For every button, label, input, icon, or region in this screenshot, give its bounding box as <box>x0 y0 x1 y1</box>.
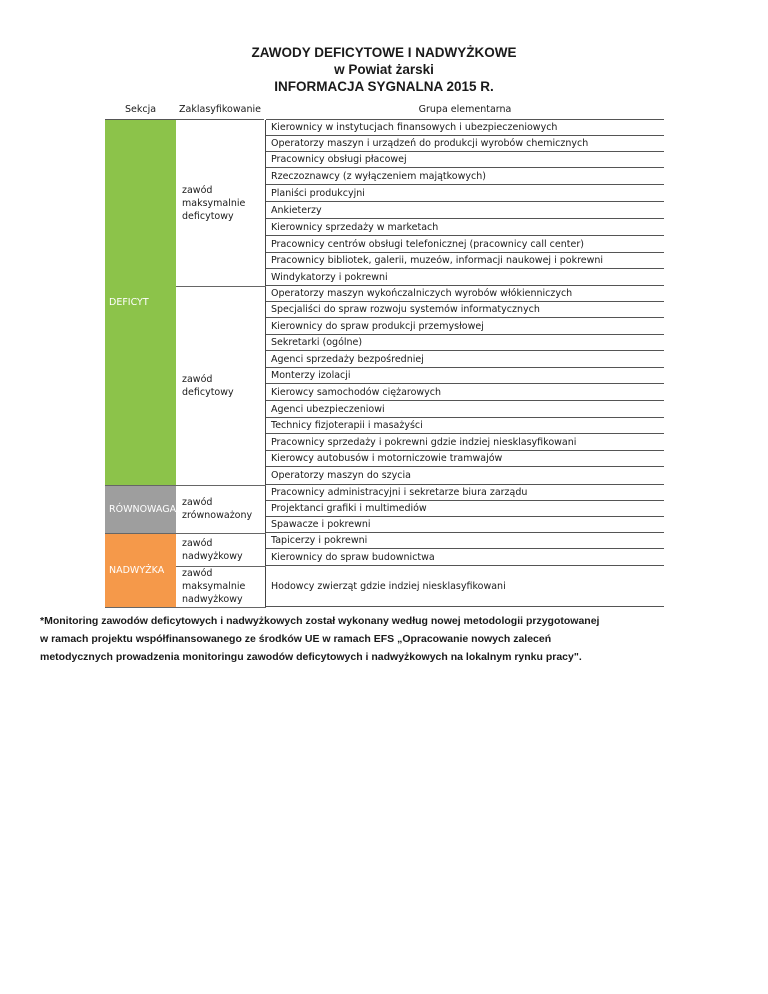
class-maksymalnie-nadwyzkowy: zawód maksymalnie nadwyżkowy <box>182 568 246 605</box>
group-row: Kierownicy do spraw produkcji przemysłowej <box>266 318 664 335</box>
class-maksymalnie-deficytowy: zawód maksymalnie deficytowy <box>182 184 246 222</box>
group-row: Windykatorzy i pokrewni <box>266 269 664 286</box>
group-row: Hodowcy zwierząt gdzie indziej niesklasyfikowani <box>266 566 664 607</box>
group-row: Technicy fizjoterapii i masażyści <box>266 418 664 434</box>
document-title <box>0 44 768 95</box>
group-row: Kierowcy samochodów ciężarowych <box>266 384 664 401</box>
group-row: Pracownicy bibliotek, galerii, muzeów, informacji naukowej i pokrewni <box>266 253 664 269</box>
footnote <box>40 612 740 666</box>
group-row: Kierownicy do spraw budownictwa <box>266 549 664 566</box>
group-row: Pracownicy administracyjni i sekretarze biura zarządu <box>266 485 664 501</box>
group-row: Operatorzy maszyn wykończalniczych wyrobów włókienniczych <box>266 286 664 302</box>
group-row: Agenci ubezpieczeniowi <box>266 401 664 418</box>
group-row: Rzeczoznawcy (z wyłączeniem majątkowych) <box>266 168 664 185</box>
group-row: Monterzy izolacji <box>266 368 664 384</box>
title-line-1: ZAWODY DEFICYTOWE I NADWYŻKOWE <box>251 45 517 60</box>
group-row: Sekretarki (ogólne) <box>266 335 664 351</box>
header-grupa: Grupa elementarna <box>266 100 664 120</box>
group-row: Pracownicy sprzedaży i pokrewni gdzie indziej niesklasyfikowani <box>266 434 664 451</box>
section-nadwyzka: NADWYŻKA <box>105 533 176 607</box>
footnote-line-2: w ramach projektu współfinansowanego ze środków UE w ramach EFS „Opracowanie nowych zaleceń <box>40 633 552 645</box>
class-zrownowazony: zawód zrównoważony <box>182 497 253 521</box>
group-row: Kierownicy sprzedaży w marketach <box>266 219 664 236</box>
class-nadwyzkowy: zawód nadwyżkowy <box>182 537 243 562</box>
group-row: Kierownicy w instytucjach finansowych i ubezpieczeniowych <box>266 120 664 136</box>
class-divider <box>176 566 266 567</box>
group-row: Agenci sprzedaży bezpośredniej <box>266 351 664 368</box>
section-divider <box>105 485 266 486</box>
header-zaklasyfikowanie: Zaklasyfikowanie <box>176 100 264 120</box>
section-deficyt: DEFICYT <box>105 120 176 485</box>
group-row: Kierowcy autobusów i motorniczowie tramwajów <box>266 451 664 467</box>
group-row: Operatorzy maszyn do szycia <box>266 467 664 485</box>
group-row: Projektanci grafiki i multimediów <box>266 501 664 517</box>
group-row: Pracownicy obsługi płacowej <box>266 152 664 168</box>
section-divider <box>105 533 266 534</box>
group-row: Specjaliści do spraw rozwoju systemów informatycznych <box>266 302 664 318</box>
class-divider <box>176 286 266 287</box>
section-rownowaga: RÓWNOWAGA <box>105 485 176 533</box>
group-row: Pracownicy centrów obsługi telefonicznej (pracownicy call center) <box>266 236 664 253</box>
footnote-line-3: metodycznych prowadzenia monitoringu zawodów deficytowych i nadwyżkowych na lokalnym rynku pracy". <box>40 651 582 663</box>
title-line-3: INFORMACJA SYGNALNA 2015 R. <box>274 79 494 94</box>
title-line-2: w Powiat żarski <box>334 62 434 77</box>
class-deficytowy: zawód deficytowy <box>182 374 234 398</box>
header-sekcja: Sekcja <box>105 100 176 120</box>
footnote-line-1: *Monitoring zawodów deficytowych i nadwyżkowych został wykonany według nowej metodologii przygotowanej <box>40 615 600 627</box>
group-row: Spawacze i pokrewni <box>266 517 664 533</box>
table-bottom-border <box>105 607 266 608</box>
group-row: Tapicerzy i pokrewni <box>266 533 664 549</box>
group-row: Ankieterzy <box>266 202 664 219</box>
group-row: Operatorzy maszyn i urządzeń do produkcji wyrobów chemicznych <box>266 136 664 152</box>
group-row: Planiści produkcyjni <box>266 185 664 202</box>
